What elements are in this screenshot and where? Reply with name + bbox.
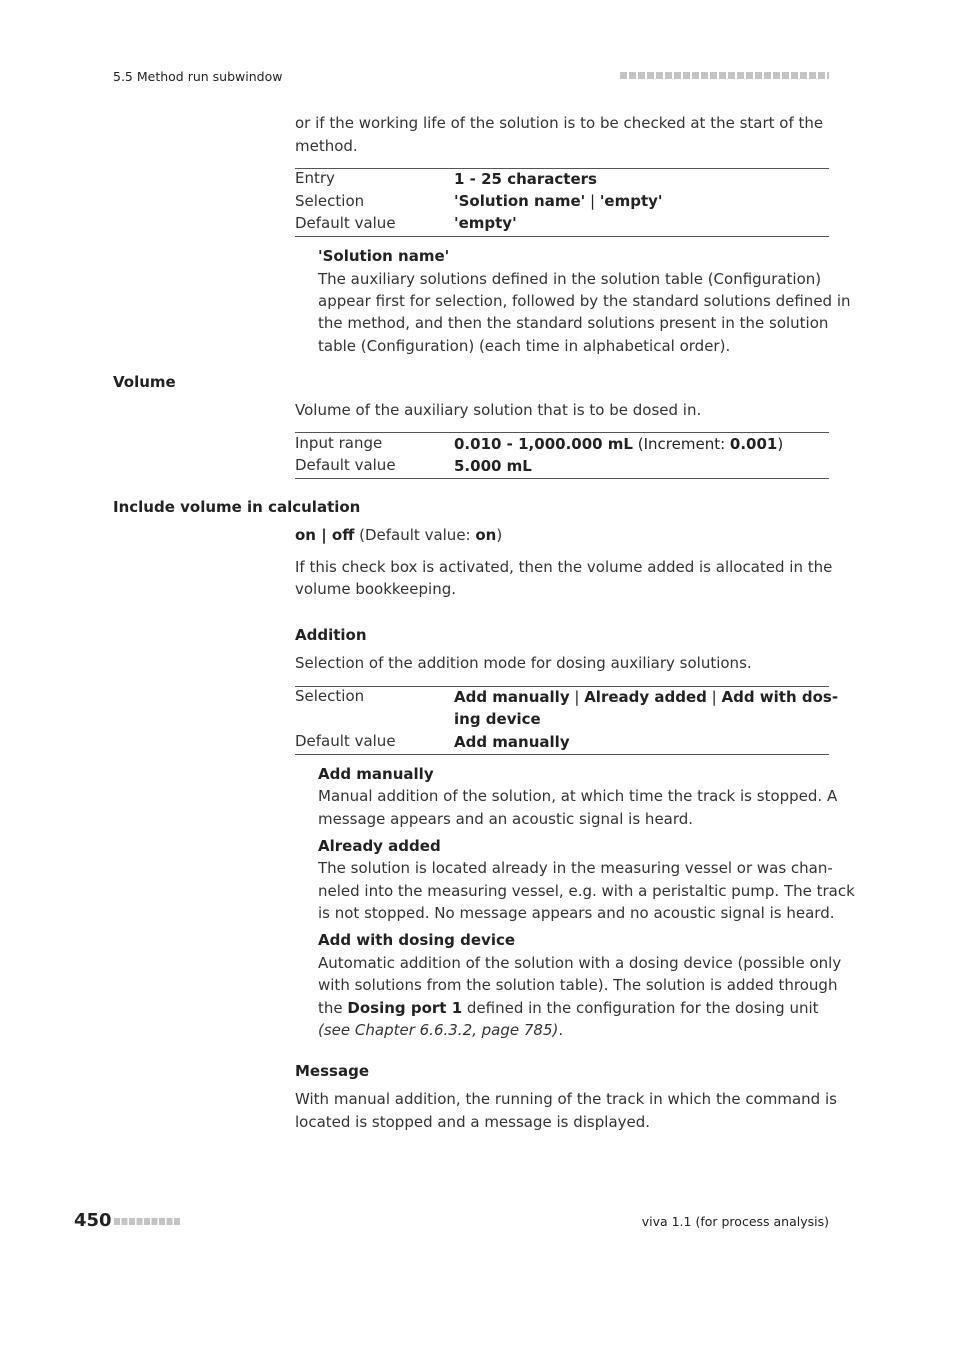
- addition-default-value: Add manually: [454, 733, 570, 751]
- increment-suffix: ): [777, 435, 784, 453]
- table-bottom-rule: [295, 236, 829, 237]
- add-with-dosing-line-3: [318, 997, 819, 1020]
- increment-value: 0.001: [729, 435, 778, 453]
- volume-table-bottom-rule: [295, 478, 829, 479]
- addition-table-bottom-rule: [295, 754, 829, 755]
- volume-heading: Volume: [113, 373, 176, 391]
- add-with-dosing-line-1: Automatic addition of the solution with a dosing device (possible only: [318, 954, 842, 972]
- add-manually-title: Add manually: [318, 765, 434, 783]
- line3-post: defined in the configuration for the dosing unit: [462, 999, 819, 1017]
- increment-prefix: (Increment:: [632, 435, 730, 453]
- table-value-default: 'empty': [454, 214, 517, 232]
- already-added-title: Already added: [318, 837, 441, 855]
- selection-option-empty: 'empty': [599, 192, 663, 210]
- line4-post: .: [558, 1021, 564, 1039]
- solution-name-line-4: table (Configuration) (each time in alphabetical order).: [318, 337, 731, 355]
- already-added-line-2: neled into the measuring vessel, e.g. with a peristaltic pump. The track: [318, 882, 855, 900]
- already-added-line-3: is not stopped. No message appears and no acoustic signal is heard.: [318, 904, 835, 922]
- add-with-dosing-line-4: [318, 1019, 563, 1042]
- include-volume-heading: Include volume in calculation: [113, 498, 361, 516]
- solution-name-line-1: The auxiliary solutions defined in the solution table (Configuration): [318, 270, 822, 288]
- include-volume-line-2: volume bookkeeping.: [295, 580, 456, 598]
- add-manually-line-1: Manual addition of the solution, at which time the track is stopped. A: [318, 787, 838, 805]
- dosing-port-term: Dosing port 1: [347, 999, 463, 1017]
- volume-default-label: Default value: [295, 456, 396, 474]
- table-value-entry: 1 - 25 characters: [454, 170, 597, 188]
- footer-decoration: [114, 1218, 181, 1225]
- addition-selection-line-1: [454, 686, 838, 708]
- option-separator: |: [706, 688, 722, 706]
- addition-default-label: Default value: [295, 732, 396, 750]
- add-manually-line-2: message appears and an acoustic signal is heard.: [318, 810, 694, 828]
- add-with-dosing-title: Add with dosing device: [318, 931, 516, 949]
- volume-input-range-value: [454, 433, 783, 455]
- message-line-1: With manual addition, the running of the track in which the command is: [295, 1090, 837, 1108]
- header-decoration: [620, 72, 829, 79]
- table-label-selection: Selection: [295, 192, 365, 210]
- footer-product: viva 1.1 (for process analysis): [641, 1214, 829, 1229]
- selection-separator: |: [585, 192, 600, 210]
- already-added-line-1: The solution is located already in the measuring vessel or was chan-: [318, 859, 833, 877]
- running-header-section: 5.5 Method run subwindow: [113, 69, 283, 84]
- message-heading: Message: [295, 1062, 369, 1080]
- chapter-reference-link[interactable]: (see Chapter 6.6.3.2, page 785): [318, 1021, 559, 1039]
- option-separator: |: [569, 688, 585, 706]
- table-label-default: Default value: [295, 214, 396, 232]
- table-label-entry: Entry: [295, 169, 335, 187]
- addition-description: Selection of the addition mode for dosing auxiliary solutions.: [295, 654, 752, 672]
- table-value-selection: [454, 190, 663, 212]
- volume-input-range-label: Input range: [295, 434, 383, 452]
- default-value: on: [475, 526, 497, 544]
- add-with-dosing-line-2: with solutions from the solution table). The solution is added through: [318, 976, 838, 994]
- option-already-added: Already added: [584, 688, 707, 706]
- include-volume-options: [295, 524, 502, 547]
- intro-line-1: or if the working life of the solution is to be checked at the start of the: [295, 114, 824, 132]
- option-add-manually: Add manually: [454, 688, 570, 706]
- include-volume-line-1: If this check box is activated, then the volume added is allocated in the: [295, 558, 833, 576]
- page-number: 450: [74, 1210, 112, 1231]
- solution-name-title: 'Solution name': [318, 247, 450, 265]
- volume-description: Volume of the auxiliary solution that is to be dosed in.: [295, 401, 702, 419]
- selection-option-solution-name: 'Solution name': [454, 192, 586, 210]
- line3-pre: the: [318, 999, 348, 1017]
- onoff-options: on | off: [295, 526, 355, 544]
- option-add-with-dosing-part-2: ing device: [454, 710, 541, 728]
- default-suffix: ): [496, 526, 503, 544]
- input-range: 0.010 - 1,000.000 mL: [454, 435, 633, 453]
- solution-name-line-3: the method, and then the standard solutions present in the solution: [318, 314, 829, 332]
- volume-default-value: 5.000 mL: [454, 457, 532, 475]
- addition-heading: Addition: [295, 626, 367, 644]
- addition-selection-label: Selection: [295, 687, 365, 705]
- solution-name-line-2: appear first for selection, followed by the standard solutions defined in: [318, 292, 851, 310]
- intro-line-2: method.: [295, 137, 358, 155]
- default-prefix: (Default value:: [354, 526, 476, 544]
- option-add-with-dosing-part-1: Add with dos-: [721, 688, 839, 706]
- message-line-2: located is stopped and a message is displayed.: [295, 1113, 651, 1131]
